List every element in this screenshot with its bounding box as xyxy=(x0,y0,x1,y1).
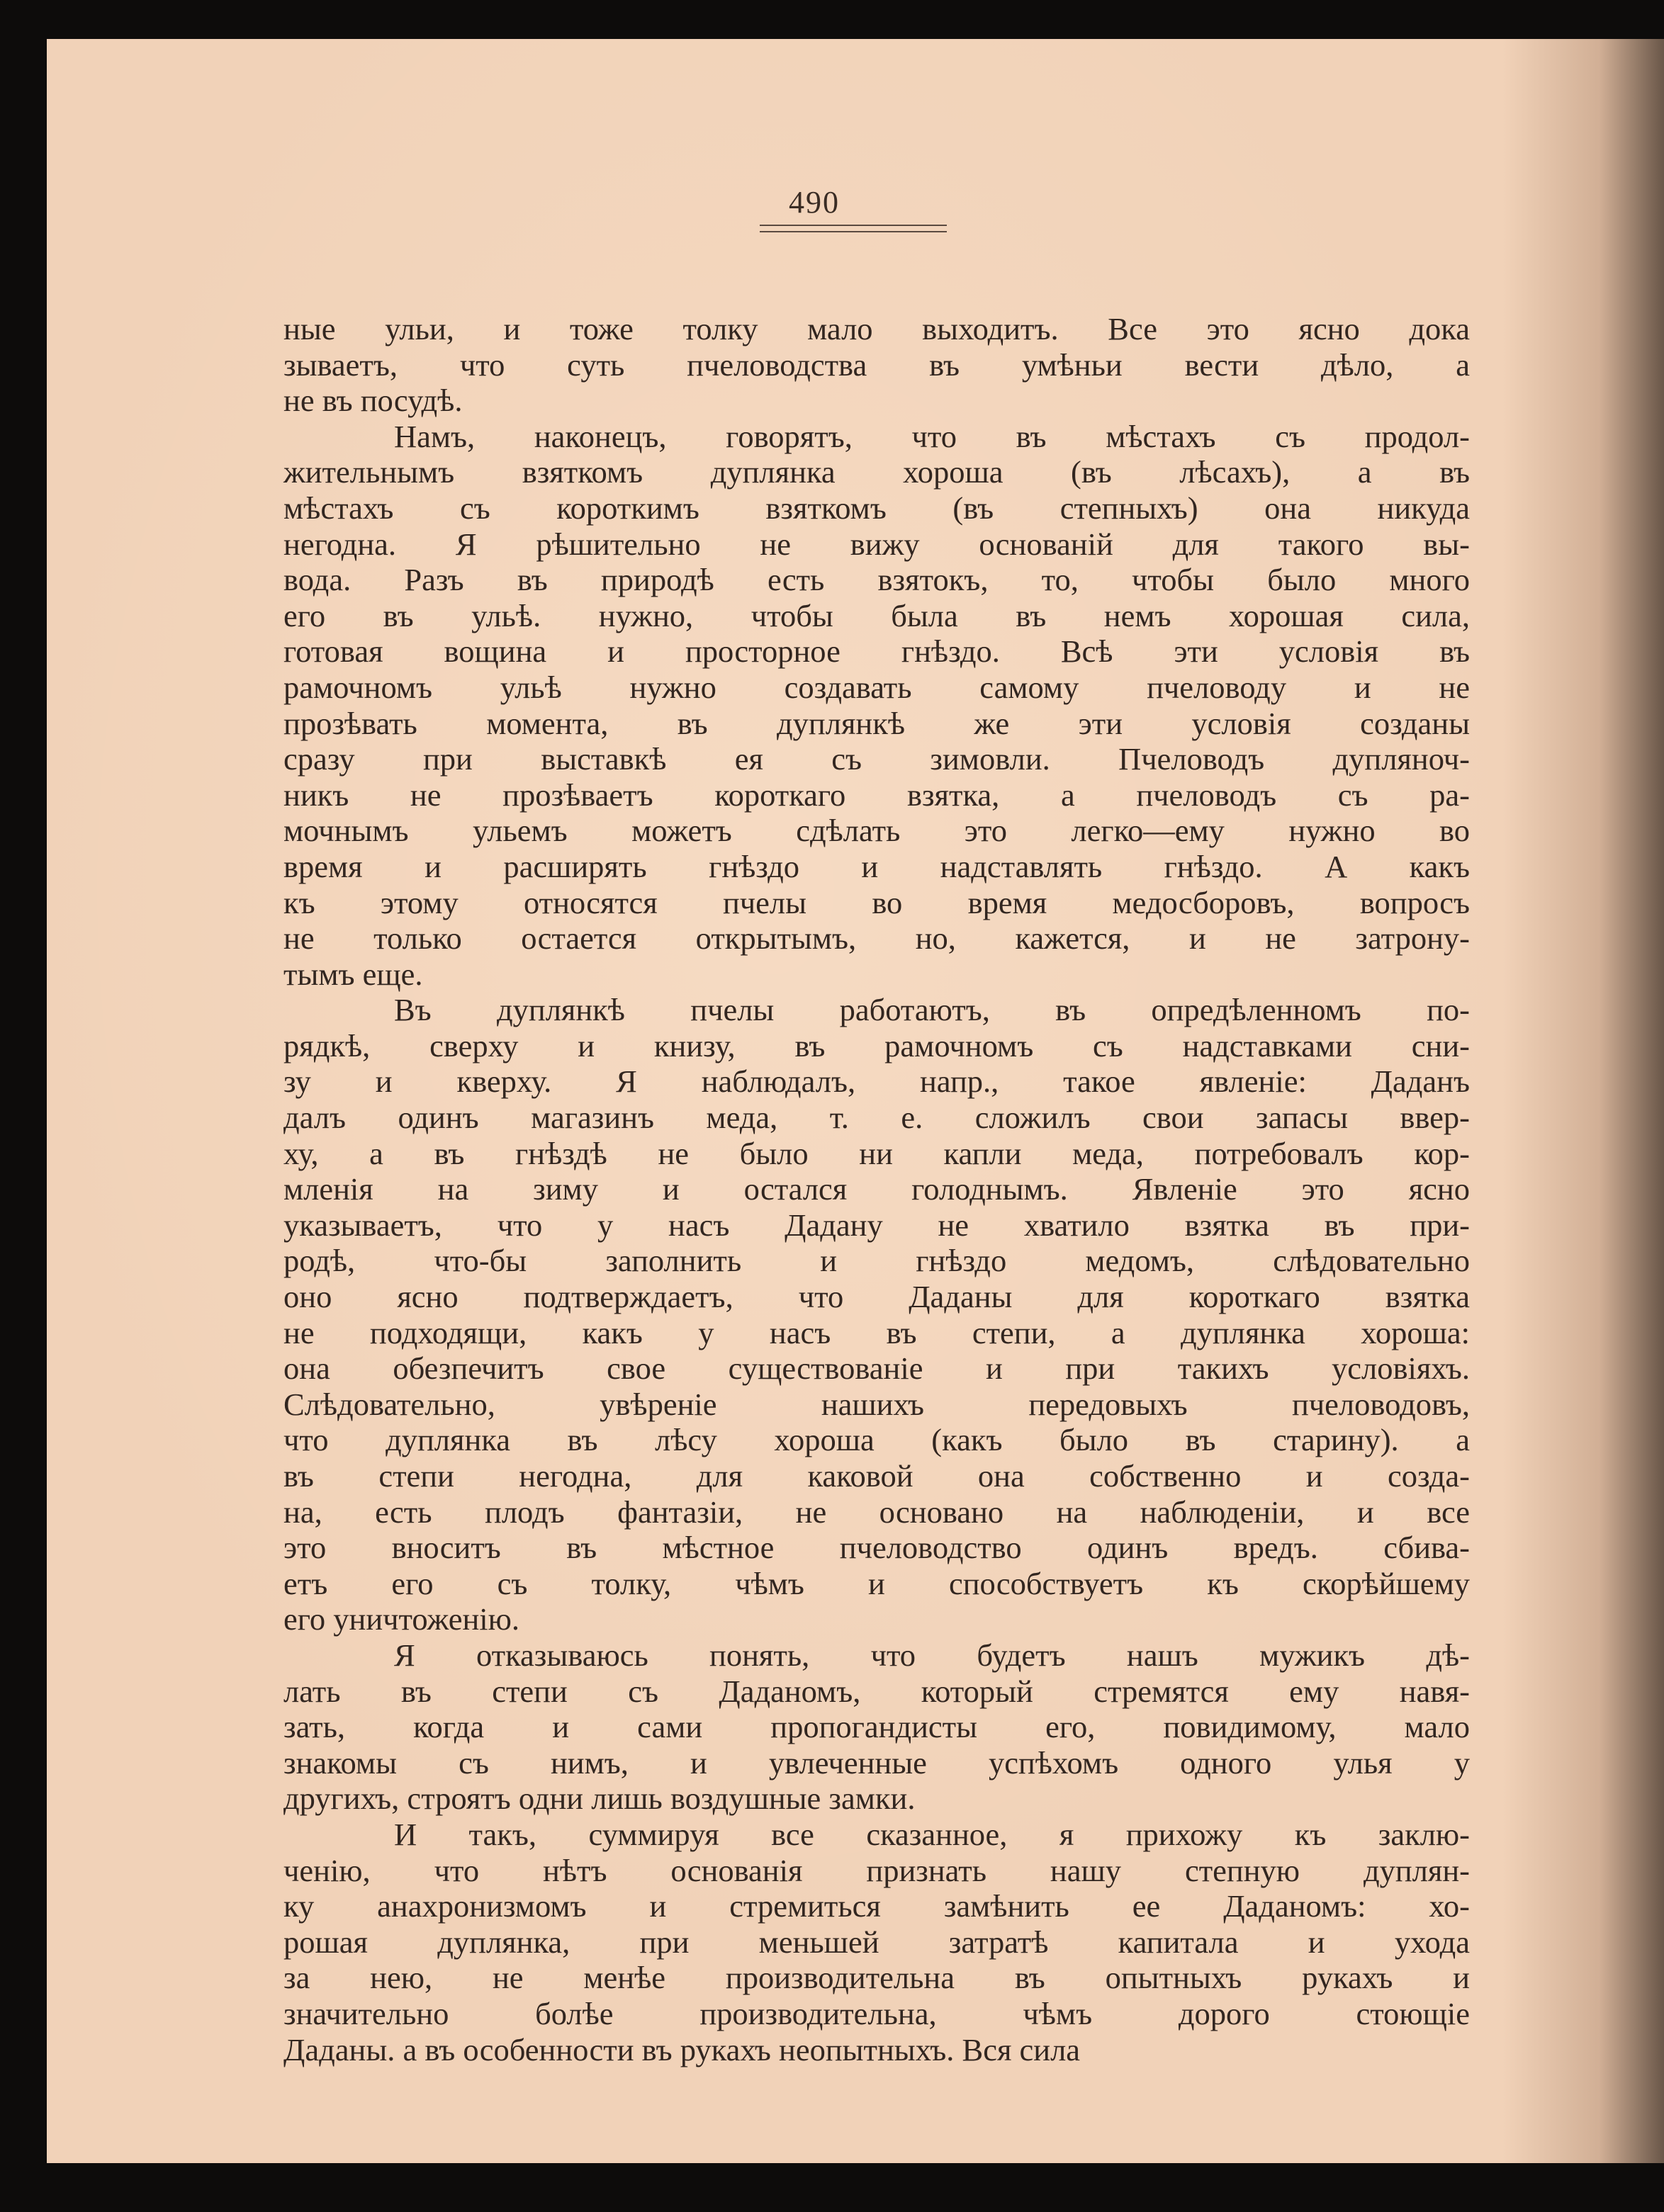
text-line: зать, когда и сами пропогандисты его, повидимому, мало xyxy=(283,1709,1470,1745)
text-line: И такъ, суммируя все сказанное, я прихожу къ заклю- xyxy=(394,1816,1470,1852)
text-line: ченію, что нѣтъ основанія признать нашу степную дуплян- xyxy=(283,1852,1470,1888)
text-line: знакомы съ нимъ, и увлеченные успѣхомъ одного улья у xyxy=(283,1744,1470,1781)
text-line: Даданы. а въ особенности въ рукахъ неопытныхъ. Вся сила xyxy=(283,2031,1081,2067)
text-line: лать въ степи съ Даданомъ, который стремятся ему навя- xyxy=(283,1673,1470,1709)
text-line: въ степи негодна, для каковой она собственно и созда- xyxy=(283,1458,1470,1494)
text-line: оно ясно подтверждаетъ, что Даданы для короткаго взятка xyxy=(283,1279,1470,1315)
header-rule-top xyxy=(760,225,947,226)
book-page xyxy=(47,39,1664,2163)
text-line: никъ не прозѣваетъ короткаго взятка, а пчеловодъ съ ра- xyxy=(283,777,1470,813)
text-line: мленія на зиму и остался голоднымъ. Явленіе это ясно xyxy=(283,1171,1470,1207)
header-rule-bottom xyxy=(760,231,947,232)
text-line: что дуплянка въ лѣсу хороша (какъ было въ старину). а xyxy=(283,1422,1470,1458)
text-line: рядкѣ, сверху и книзу, въ рамочномъ съ надставками сни- xyxy=(283,1027,1470,1063)
text-line: рошая дуплянка, при меньшей затратѣ капитала и ухода xyxy=(283,1924,1470,1960)
text-line: родѣ, что-бы заполнить и гнѣздо медомъ, слѣдовательно xyxy=(283,1243,1470,1279)
paragraph xyxy=(283,1817,1470,2067)
text-line: рамочномъ ульѣ нужно создавать самому пчеловоду и не xyxy=(283,669,1470,705)
text-line: указываетъ, что у насъ Дадану не хватило взятка въ при- xyxy=(283,1207,1470,1243)
text-line: Въ дуплянкѣ пчелы работаютъ, въ опредѣленномъ по- xyxy=(394,992,1470,1028)
text-line: мѣстахъ съ короткимъ взяткомъ (въ степныхъ) она никуда xyxy=(283,490,1470,526)
text-line: сразу при выставкѣ ея съ зимовли. Пчеловодъ дупляноч- xyxy=(283,741,1470,777)
text-line: вода. Разъ въ природѣ есть взятокъ, то, чтобы было много xyxy=(283,562,1470,598)
text-line: за нею, не менѣе производительна въ опытныхъ рукахъ и xyxy=(283,1960,1470,1996)
text-line: его въ ульѣ. нужно, чтобы была въ немъ хорошая сила, xyxy=(283,597,1470,633)
text-line: ху, а въ гнѣздѣ не было ни капли меда, потребовалъ кор- xyxy=(283,1135,1470,1171)
text-line: это вноситъ въ мѣстное пчеловодство одинъ вредъ. сбива- xyxy=(283,1530,1470,1566)
text-line: не только остается открытымъ, но, кажется, и не затрону- xyxy=(283,920,1470,957)
text-line: не подходящи, какъ у насъ въ степи, а дуплянка хороша: xyxy=(283,1314,1470,1350)
text-line: жительнымъ взяткомъ дуплянка хороша (въ лѣсахъ), а въ xyxy=(283,454,1470,490)
text-line: къ этому относятся пчелы во время медосборовъ, вопросъ xyxy=(283,884,1470,920)
text-line: етъ его съ толку, чѣмъ и способствуетъ къ скорѣйшему xyxy=(283,1565,1470,1601)
text-line: Я отказываюсь понять, что будетъ нашъ мужикъ дѣ- xyxy=(394,1637,1470,1673)
text-line: она обезпечитъ свое существованіе и при такихъ условіяхъ. xyxy=(283,1350,1470,1387)
page-header xyxy=(47,184,1663,220)
page-number: 490 xyxy=(789,185,840,220)
text-line: значительно болѣе производительна, чѣмъ дорого стоющіе xyxy=(283,1995,1470,2031)
text-line: Слѣдовательно, увѣреніе нашихъ передовыхъ пчеловодовъ, xyxy=(283,1386,1470,1422)
text-line: Намъ, наконецъ, говорятъ, что въ мѣстахъ съ продол- xyxy=(394,418,1470,454)
paragraph xyxy=(283,311,1470,419)
text-line: тымъ еще. xyxy=(283,956,423,992)
text-line: прозѣвать момента, въ дуплянкѣ же эти условія созданы xyxy=(283,705,1470,741)
text-line: на, есть плодъ фантазіи, не основано на наблюденіи, и все xyxy=(283,1494,1470,1530)
body-text xyxy=(283,311,1470,2067)
text-line: негодна. Я рѣшительно не вижу основаній для такого вы- xyxy=(283,526,1470,562)
text-line: другихъ, строятъ одни лишь воздушные замки. xyxy=(283,1781,916,1817)
text-line: зу и кверху. Я наблюдалъ, напр., такое явленіе: Даданъ xyxy=(283,1063,1470,1100)
paragraph xyxy=(283,992,1470,1637)
text-line: не въ посудѣ. xyxy=(283,383,463,419)
paragraph xyxy=(283,1637,1470,1817)
paragraph xyxy=(283,419,1470,993)
text-line: готовая вощина и просторное гнѣздо. Всѣ эти условія въ xyxy=(283,633,1470,670)
text-line: ку анахронизмомъ и стремиться замѣнить ее Даданомъ: хо- xyxy=(283,1888,1470,1924)
text-line: ные ульи, и тоже толку мало выходитъ. Все это ясно дока xyxy=(283,311,1470,346)
text-line: время и расширять гнѣздо и надставлять гнѣздо. А какъ xyxy=(283,848,1470,884)
text-line: зываетъ, что суть пчеловодства въ умѣньи вести дѣло, а xyxy=(283,346,1470,383)
text-line: его уничтоженію. xyxy=(283,1601,519,1637)
text-line: мочнымъ ульемъ можетъ сдѣлать это легко—ему нужно во xyxy=(283,813,1470,849)
text-line: далъ одинъ магазинъ меда, т. е. сложилъ свои запасы ввер- xyxy=(283,1100,1470,1136)
